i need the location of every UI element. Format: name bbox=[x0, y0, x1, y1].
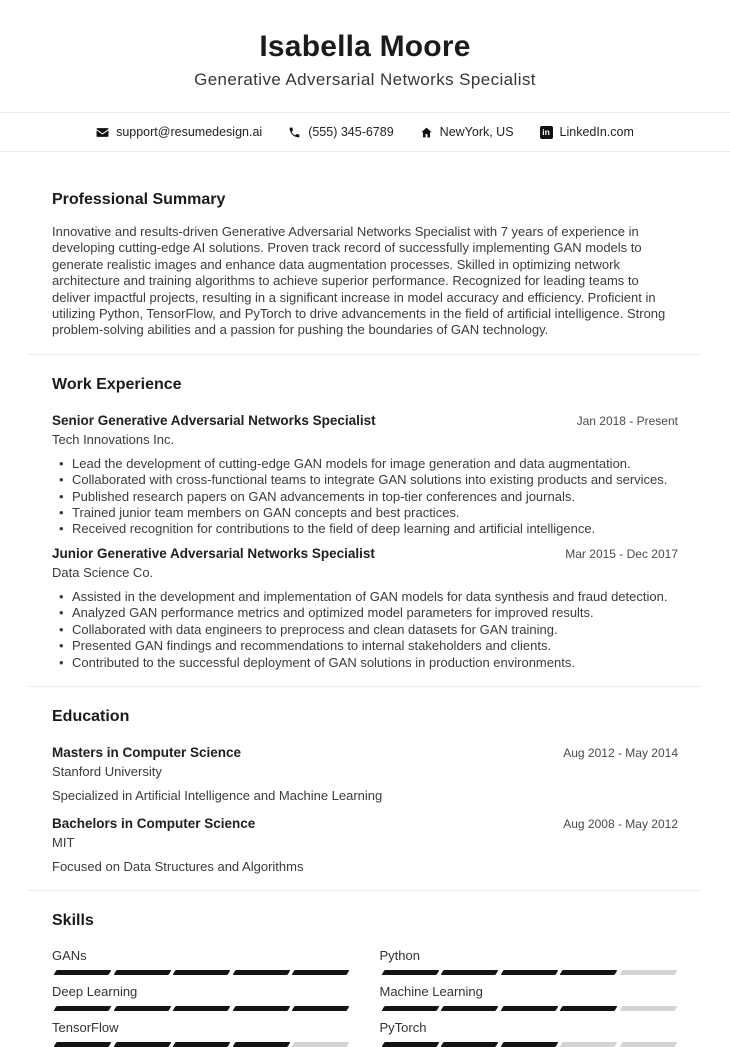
bullet-item: • Lead the development of cutting-edge GAN models for image generation and data augmentation. bbox=[72, 456, 678, 472]
bullet-item: • Received recognition for contributions to the field of deep learning and artificial intelligence. bbox=[72, 521, 678, 537]
skill-label: Machine Learning bbox=[379, 983, 483, 999]
skill-level-segment bbox=[113, 1006, 170, 1011]
skill-level-segment bbox=[441, 1006, 498, 1011]
skill-level-segment bbox=[232, 970, 289, 975]
school-name: MIT bbox=[52, 834, 75, 850]
candidate-name: Isabella Moore bbox=[259, 30, 471, 63]
bullet-item: • Published research papers on GAN advancements in top-tier conferences and journals. bbox=[72, 489, 678, 505]
education-header bbox=[52, 815, 678, 832]
education-dates: Aug 2012 - May 2014 bbox=[563, 745, 678, 760]
bullet-item: • Analyzed GAN performance metrics and optimized model parameters for improved results. bbox=[72, 605, 678, 621]
job-entry bbox=[52, 545, 678, 671]
skill-level-segment bbox=[173, 1006, 230, 1011]
work-heading: Work Experience bbox=[52, 375, 182, 393]
job-company: Data Science Co. bbox=[52, 564, 154, 580]
contact-location-text: NewYork, US bbox=[439, 125, 514, 139]
skill-level-bar bbox=[52, 970, 351, 975]
bullet-item: • Collaborated with data engineers to preprocess and clean datasets for GAN training. bbox=[72, 622, 678, 638]
job-header bbox=[52, 545, 678, 562]
resume-body bbox=[0, 190, 730, 1047]
contact-bar bbox=[0, 112, 730, 152]
section-skills bbox=[52, 911, 678, 1047]
job-bullet-list bbox=[52, 589, 678, 671]
section-divider bbox=[28, 686, 702, 687]
skill-level-segment bbox=[232, 1006, 289, 1011]
skill-level-bar bbox=[380, 970, 679, 975]
education-heading: Education bbox=[52, 707, 130, 725]
skill-level-segment bbox=[441, 970, 498, 975]
skill-level-segment bbox=[381, 1006, 438, 1011]
skill-level-segment bbox=[292, 1006, 349, 1011]
contact-email[interactable] bbox=[96, 125, 262, 139]
skill-label: TensorFlow bbox=[52, 1019, 119, 1035]
skill-level-segment bbox=[54, 1006, 111, 1011]
contact-linkedin-text: LinkedIn.com bbox=[559, 125, 634, 139]
education-entry bbox=[52, 815, 678, 875]
skill-label: GANs bbox=[52, 947, 87, 963]
skills-heading: Skills bbox=[52, 911, 94, 929]
skill-level-bar bbox=[380, 1042, 679, 1047]
skill-level-segment bbox=[441, 1042, 498, 1047]
skill-level-bar bbox=[52, 1042, 351, 1047]
skill-level-segment bbox=[560, 1006, 617, 1011]
skill-level-segment bbox=[292, 1042, 349, 1047]
education-entry bbox=[52, 744, 678, 804]
resume-header bbox=[0, 0, 730, 90]
job-title: Junior Generative Adversarial Networks Specialist bbox=[52, 545, 375, 561]
skill-level-bar bbox=[380, 1006, 679, 1011]
skill-item bbox=[380, 948, 679, 975]
contact-linkedin[interactable] bbox=[540, 125, 634, 139]
envelope-icon bbox=[96, 126, 109, 139]
section-divider bbox=[28, 354, 702, 355]
skill-level-segment bbox=[54, 970, 111, 975]
school-name: Stanford University bbox=[52, 763, 162, 779]
bullet-item: • Assisted in the development and implementation of GAN models for data synthesis and fraud detection. bbox=[72, 589, 678, 605]
job-title: Senior Generative Adversarial Networks Specialist bbox=[52, 412, 376, 428]
skill-label: PyTorch bbox=[379, 1019, 427, 1035]
job-company: Tech Innovations Inc. bbox=[52, 431, 175, 447]
degree-title: Bachelors in Computer Science bbox=[52, 815, 256, 831]
contact-location[interactable] bbox=[420, 125, 514, 139]
job-header bbox=[52, 412, 678, 429]
skill-level-segment bbox=[113, 1042, 170, 1047]
bullet-item: • Trained junior team members on GAN concepts and best practices. bbox=[72, 505, 678, 521]
home-icon bbox=[420, 126, 433, 139]
job-bullet-list bbox=[52, 456, 678, 538]
education-dates: Aug 2008 - May 2012 bbox=[563, 816, 678, 831]
bullet-item: • Presented GAN findings and recommendations to internal stakeholders and clients. bbox=[72, 638, 678, 654]
skill-level-segment bbox=[500, 1006, 557, 1011]
skill-level-segment bbox=[500, 1042, 557, 1047]
linkedin-icon: in bbox=[540, 126, 553, 139]
education-header bbox=[52, 744, 678, 761]
section-work-experience bbox=[52, 375, 678, 671]
skills-grid bbox=[52, 948, 678, 1047]
section-education bbox=[52, 707, 678, 875]
skill-level-segment bbox=[54, 1042, 111, 1047]
skill-level-segment bbox=[619, 1042, 676, 1047]
job-dates: Mar 2015 - Dec 2017 bbox=[565, 546, 678, 561]
skill-label: Python bbox=[379, 947, 420, 963]
skill-level-segment bbox=[619, 970, 676, 975]
skill-level-segment bbox=[560, 970, 617, 975]
job-dates: Jan 2018 - Present bbox=[576, 413, 678, 428]
skill-item bbox=[52, 948, 351, 975]
skill-level-segment bbox=[560, 1042, 617, 1047]
degree-title: Masters in Computer Science bbox=[52, 744, 242, 760]
skill-level-segment bbox=[381, 1042, 438, 1047]
section-professional-summary bbox=[52, 190, 678, 339]
education-note: Specialized in Artificial Intelligence and Machine Learning bbox=[52, 787, 383, 803]
skill-level-segment bbox=[381, 970, 438, 975]
skill-level-segment bbox=[173, 970, 230, 975]
skill-item bbox=[52, 984, 351, 1011]
contact-phone[interactable] bbox=[288, 125, 393, 139]
job-entry bbox=[52, 412, 678, 538]
education-note: Focused on Data Structures and Algorithms bbox=[52, 858, 304, 874]
skill-level-segment bbox=[232, 1042, 289, 1047]
bullet-item: • Contributed to the successful deployment of GAN solutions in production environments. bbox=[72, 655, 678, 671]
section-divider bbox=[28, 890, 702, 891]
bullet-item: • Collaborated with cross-functional teams to integrate GAN solutions into existing products and services. bbox=[72, 472, 678, 488]
contact-phone-text: (555) 345-6789 bbox=[308, 125, 394, 139]
skill-level-segment bbox=[113, 970, 170, 975]
contact-email-text: support@resumedesign.ai bbox=[116, 125, 263, 139]
skill-level-segment bbox=[619, 1006, 676, 1011]
summary-heading: Professional Summary bbox=[52, 191, 226, 208]
skill-label: Deep Learning bbox=[52, 983, 138, 999]
skill-level-segment bbox=[173, 1042, 230, 1047]
skill-level-segment bbox=[500, 970, 557, 975]
candidate-title: Generative Adversarial Networks Specialist bbox=[194, 70, 536, 89]
summary-text: Innovative and results-driven Generative Adversarial Networks Specialist with 7 years of experience in developing cutting-edge AI solutions. Proven track record of successfully implementing GAN models to generate realistic images and enhance data augmentation processes. Skilled in optimizing network architecture and training algorithms to achieve superior performance. Recognized for leading teams to deliver impactful projects, resulting in a significant increase in model accuracy and efficiency. Proficient in utilizing Python, TensorFlow, and PyTorch to drive advancements in the field of artificial intelligence. Strong problem-solving abilities and a passion for pushing the boundaries of GAN technology. bbox=[52, 224, 666, 338]
skill-item bbox=[380, 984, 679, 1011]
skill-level-segment bbox=[292, 970, 349, 975]
phone-icon bbox=[288, 126, 301, 139]
skill-level-bar bbox=[52, 1006, 351, 1011]
